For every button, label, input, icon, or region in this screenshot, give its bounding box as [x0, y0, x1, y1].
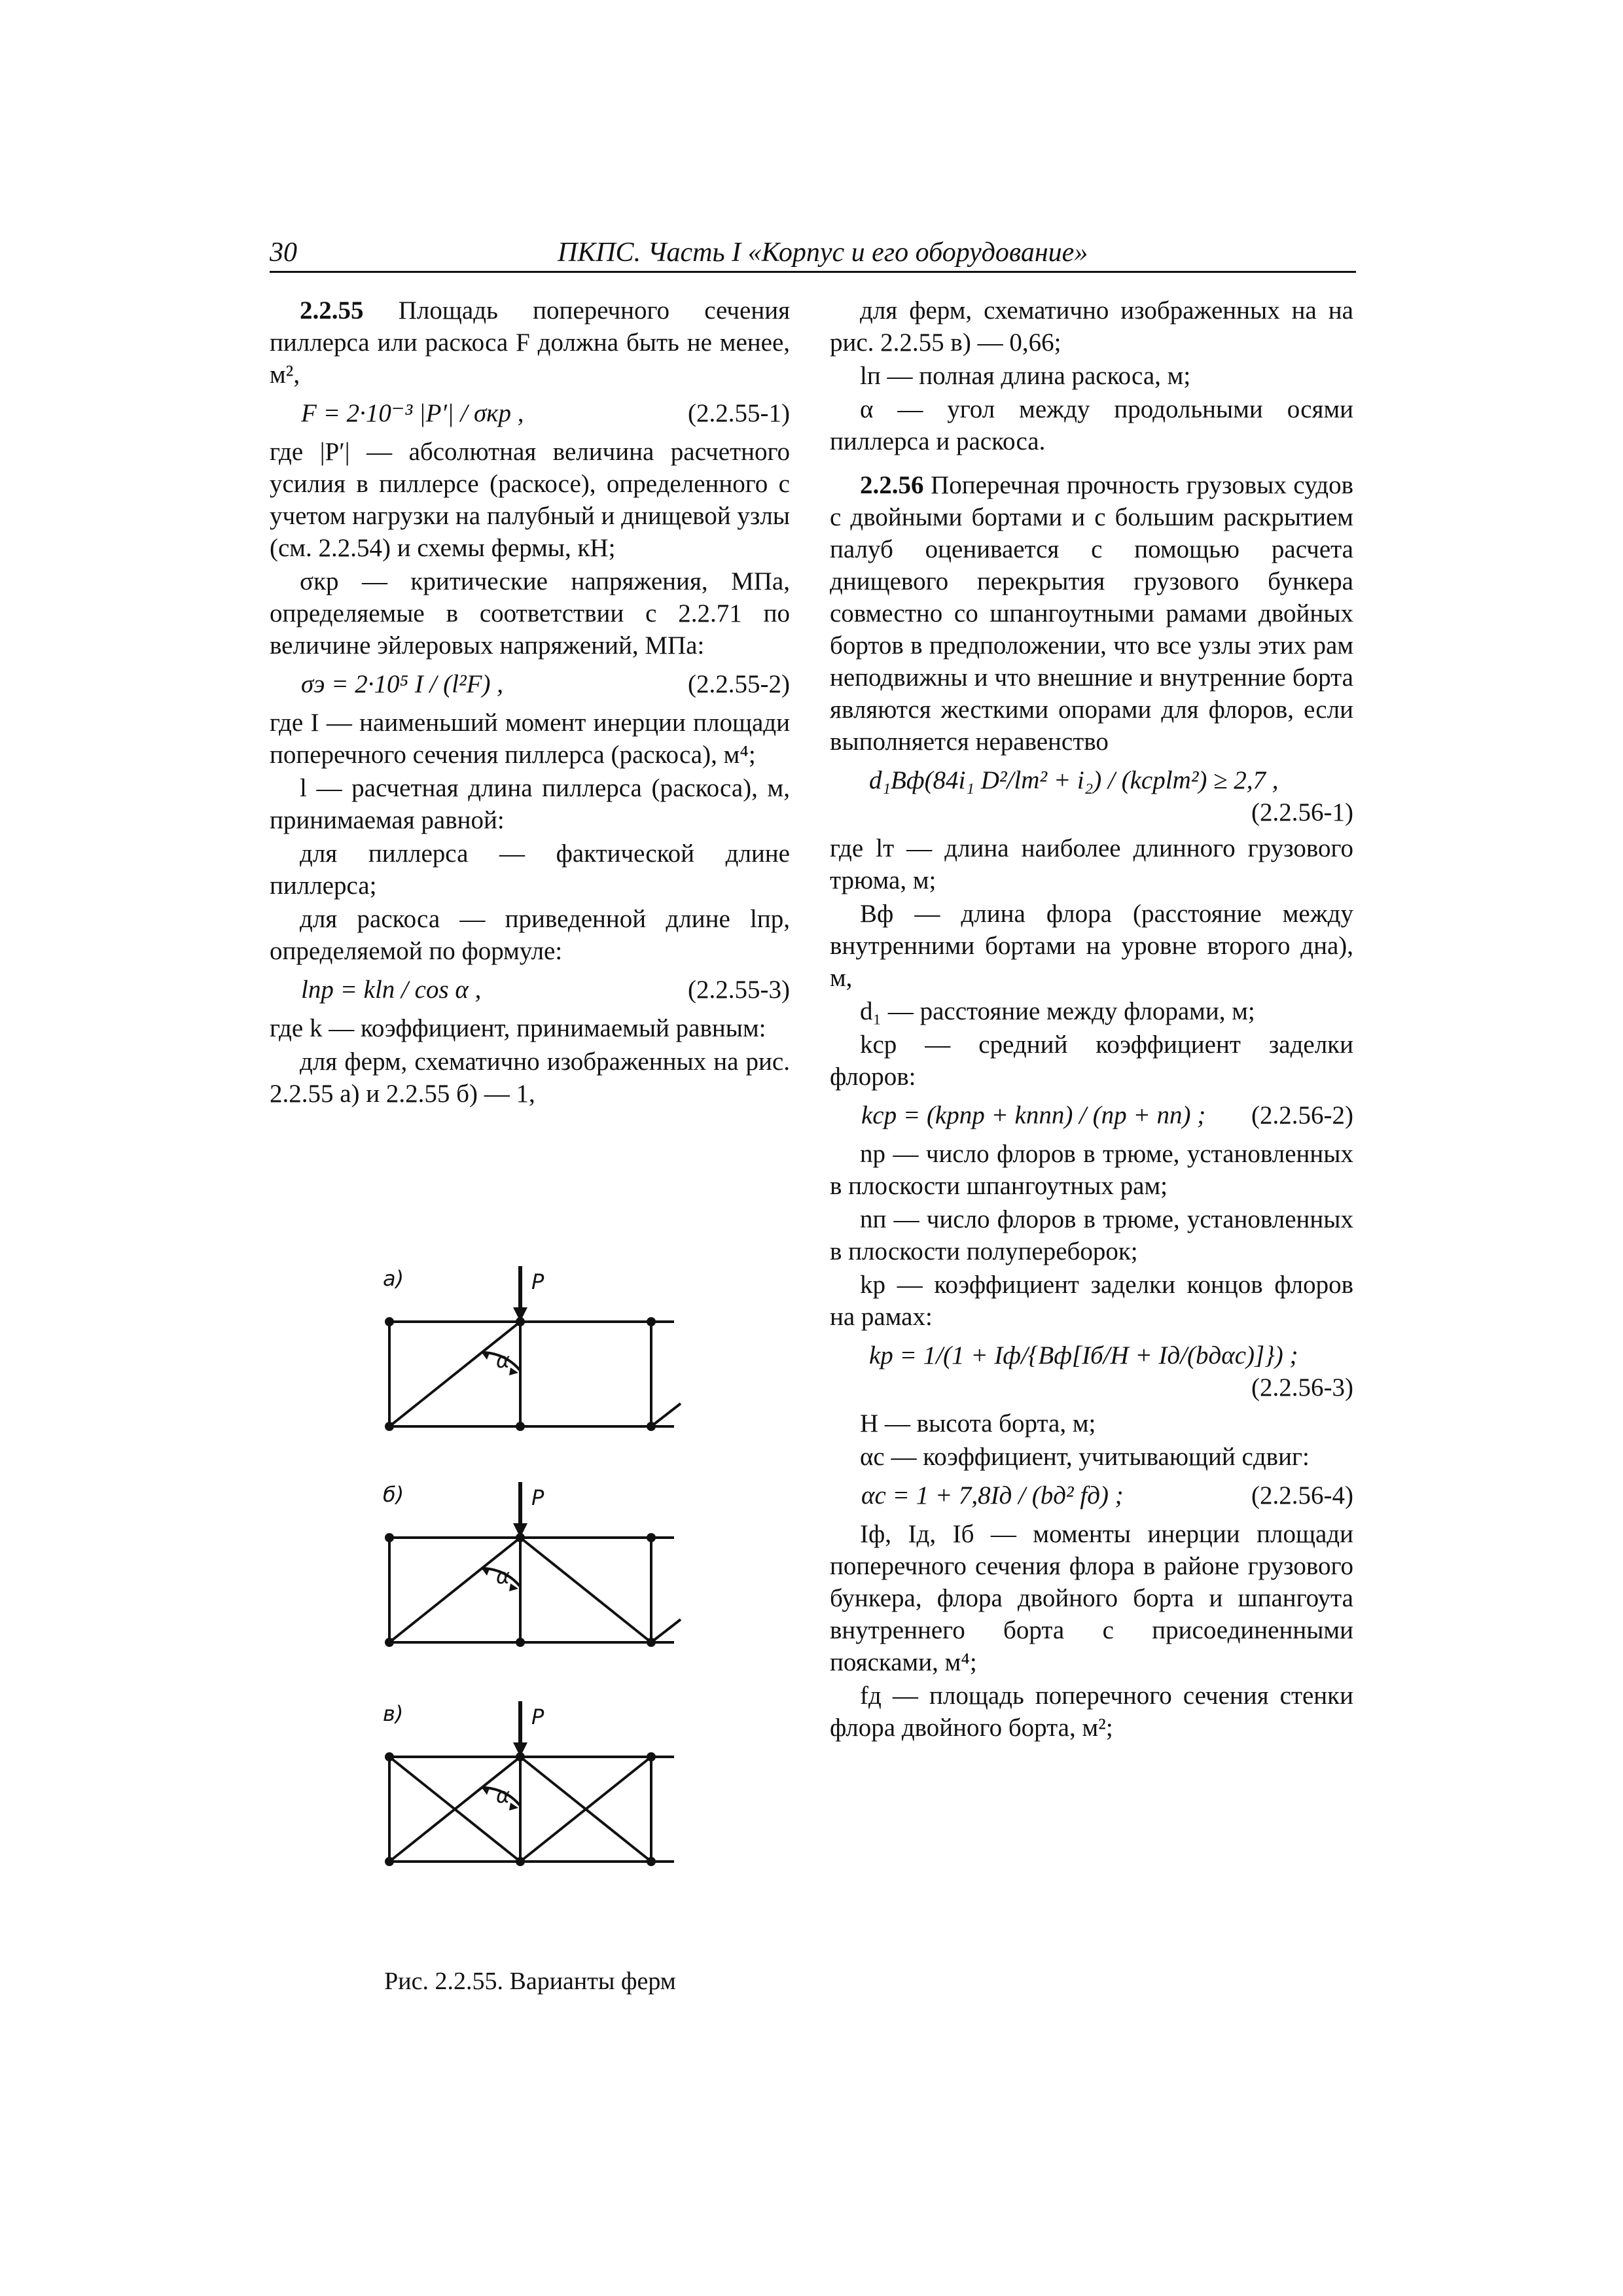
section-number: 2.2.56 [860, 471, 924, 499]
paragraph: для раскоса — приведенной длине lпр, определяемой по формуле: [270, 905, 790, 965]
paragraph: для пиллерса — фактической длине пиллерса; [270, 839, 790, 900]
paragraph: для ферм, схематично изображенных на рис. 2.2.55 а) и 2.2.55 б) — 1, [270, 1048, 790, 1108]
angle-label-c: α [496, 1783, 510, 1808]
formula: αс = 1 + 7,8Iд / (bд² fд) ; [861, 1481, 1124, 1510]
paragraph: nп — число флоров в трюме, установленных в плоскости полупереборок; [830, 1205, 1353, 1265]
section-text: Поперечная прочность грузовых судов с двойными бортами и с большим раскрытием палуб оценивается с помощью расчета днищевого перекрытия грузового бункера совместно со шпангоутными рамами двойных бортов в предположении, что все узлы этих рам неподвижны и что внешние и внутренние борта являются жесткими опорами для флоров, если выполняется неравенство [830, 471, 1353, 756]
running-header [270, 237, 1356, 273]
formula-number: (2.2.55-1) [688, 399, 790, 427]
paragraph: где lт — длина наиболее длинного грузового трюма, м; [830, 834, 1353, 894]
formula-number: (2.2.55-3) [688, 976, 790, 1004]
force-label-b: P [531, 1485, 544, 1510]
paragraph: где k — коэффициент, принимаемый равным: [270, 1014, 766, 1042]
angle-label-b: α [496, 1564, 510, 1589]
paragraph: Bф — длина флора (расстояние между внутренними бортами на уровне второго дна), м, [830, 900, 1353, 992]
paragraph: fд — площадь поперечного сечения стенки флора двойного борта, м²; [830, 1682, 1353, 1742]
paragraph: где |P′| — абсолютная величина расчетного усилия в пиллерсе (раскосе), определенного с учетом нагрузки на палубный и днищевой узлы (см. 2.2.54) и схемы фермы, кН; [270, 438, 790, 562]
angle-label-a: α [496, 1348, 510, 1373]
paragraph: kр — коэффициент заделки концов флоров на рамах: [830, 1271, 1353, 1331]
formula: lпр = klп / cos α , [301, 976, 482, 1004]
paragraph: σкр — критические напряжения, МПа, определяемые в соответствии с 2.2.71 по величине эйлеровых напряжений, МПа: [270, 567, 790, 660]
paragraph: lп — полная длина раскоса, м; [860, 362, 1191, 390]
section-text: Площадь поперечного сечения пиллерса или раскоса F должна быть не менее, м², [270, 296, 791, 389]
page-number: 30 [270, 238, 297, 268]
section-2-2-56 [830, 469, 1353, 758]
formula-2-2-56-1: d₁Bф(84i₁ D²/lт² + i₂) / (kсрlт²) ≥ 2,7 , [869, 766, 1279, 794]
paragraph: d₁ — расстояние между флорами, м; [860, 997, 1255, 1025]
paragraph: где I — наименьший момент инерции площади поперечного сечения пиллерса (раскоса), м⁴; [270, 709, 790, 769]
paragraph: nр — число флоров в трюме, установленных в плоскости шпангоутных рам; [830, 1140, 1353, 1200]
formula: kср = (kрnр + kпnп) / (nр + nп) ; [861, 1101, 1206, 1129]
paragraph: для ферм, схематично изображенных на на рис. 2.2.55 в) — 0,66; [830, 296, 1353, 357]
formula: F = 2·10⁻³ |P′| / σкр , [301, 399, 524, 427]
section-number: 2.2.55 [300, 296, 364, 325]
formula-2-2-56-4 [830, 1479, 1353, 1511]
left-column [270, 294, 790, 1111]
header-title: ПКПС. Часть I «Корпус и его оборудование» [558, 238, 1088, 268]
figure-caption: Рис. 2.2.55. Варианты ферм [384, 1968, 676, 1995]
formula: σэ = 2·10⁵ I / (l²F) , [301, 670, 503, 698]
paragraph: H — высота борта, м; [860, 1409, 1096, 1438]
formula-2-2-56-2 [830, 1099, 1353, 1131]
paragraph: Iф, Iд, Iб — моменты инерции площади поперечного сечения флора в районе грузового бункера, флора двойного борта и шпангоута внутреннего борта с присоединенными поясками, м⁴; [830, 1520, 1353, 1676]
formula-number: (2.2.56-1) [1251, 798, 1353, 826]
formula-2-2-55-2 [270, 668, 790, 700]
paragraph: α — угол между продольными осями пиллерса и раскоса. [830, 395, 1353, 455]
formula-2-2-56-3: kр = 1/(1 + Iф/{Bф[Iб/H + Iд/(bдαс)]}) ; [869, 1341, 1298, 1369]
right-column [830, 294, 1353, 1745]
paragraph: kср — средний коэффициент заделки флоров: [830, 1031, 1353, 1091]
force-label-a: P [531, 1269, 544, 1294]
paragraph: αс — коэффициент, учитывающий сдвиг: [860, 1443, 1310, 1471]
formula-number: (2.2.56-3) [1251, 1373, 1353, 1402]
paragraph: l — расчетная длина пиллерса (раскоса), м, принимаемая равной: [270, 774, 790, 834]
truss-figure [353, 1256, 707, 2009]
section-2-2-55 [270, 294, 790, 391]
label-b: б) [383, 1482, 404, 1507]
formula-number: (2.2.56-2) [1251, 1101, 1353, 1129]
formula-2-2-55-1 [270, 397, 790, 429]
truss-diagrams [353, 1256, 707, 1963]
formula-number: (2.2.55-2) [688, 670, 790, 698]
label-c: в) [383, 1701, 404, 1726]
label-a: а) [383, 1266, 404, 1291]
force-label-c: P [531, 1704, 544, 1729]
formula-number: (2.2.56-4) [1251, 1481, 1353, 1510]
formula-2-2-55-3 [270, 974, 790, 1006]
